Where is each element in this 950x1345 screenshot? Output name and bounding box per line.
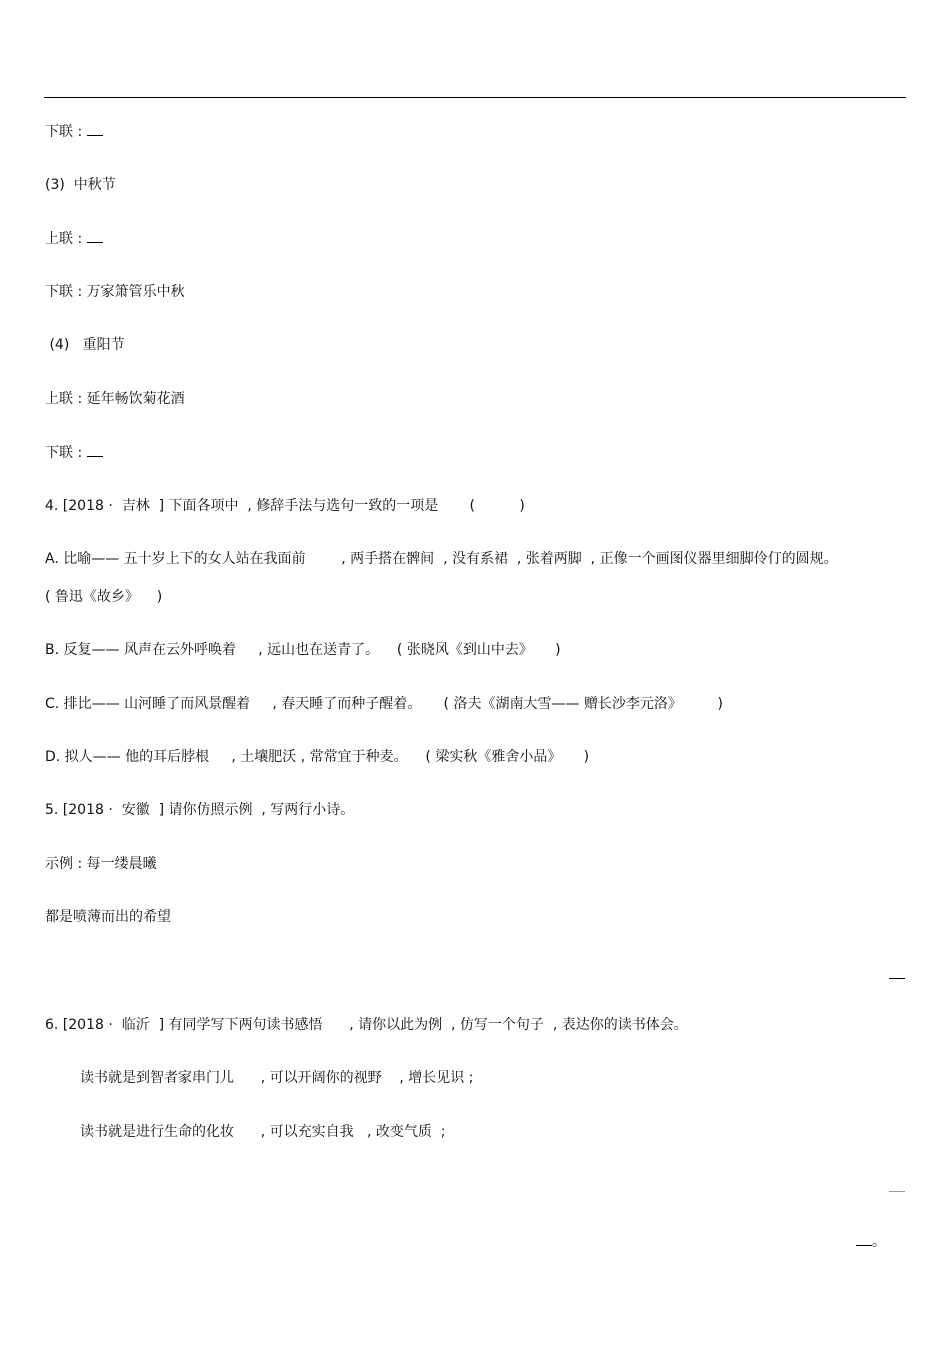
- q4-option-d: D. 拟人—— 他的耳后脖根 , 土壤肥沃 , 常常宜于种麦。 ( 梁实秋《雅舍小品》 ): [45, 749, 590, 765]
- q4-option-a: A. 比喻—— 五十岁上下的女人站在我面前 , 两手搭在髀间 , 没有系裙 , 张着两脚 , 正像一个画图仪器里细脚伶仃的圆规。: [45, 551, 838, 567]
- couplet-down-line: [45, 123, 103, 141]
- q4-stem: 4. [2018 · 吉林 ] 下面各项中 , 修辞手法与选句一致的一项是 ( ): [45, 498, 525, 514]
- couplet-label: 上联 :: [45, 231, 87, 247]
- q4-option-b: B. 反复—— 风声在云外呼唤着 , 远山也在送青了。 ( 张晓风《到山中去》 ): [45, 642, 561, 658]
- answer-blank[interactable]: [87, 123, 103, 136]
- q4-option-c: C. 排比—— 山河睡了而风景醒着 , 春天睡了而种子醒着。 ( 洛夫《湖南大雪—— 赠长沙李元洛》 ): [45, 696, 723, 712]
- q6-sample-1: 读书就是到智者家串门儿 , 可以开阔你的视野 , 增长见识 ;: [80, 1070, 474, 1086]
- couplet-label: 下联 :: [45, 445, 87, 461]
- q5-example-line2: 都是喷薄而出的希望: [45, 909, 171, 925]
- q4-couplet-up-line: 上联 : 延年畅饮菊花酒: [45, 391, 185, 407]
- q4-option-a-source: ( 鲁迅《故乡》 ): [45, 589, 163, 605]
- q6-stem: 6. [2018 · 临沂 ] 有同学写下两句读书感悟 , 请你以此为例 , 仿写一个句子 , 表达你的读书体会。: [45, 1017, 688, 1033]
- q5-answer-blank[interactable]: [889, 978, 905, 979]
- answer-blank[interactable]: [87, 230, 103, 243]
- answer-blank[interactable]: [87, 444, 103, 457]
- header-rule: [44, 97, 906, 98]
- answer-blank[interactable]: [856, 1233, 872, 1246]
- q5-example: 示例 : 每一缕晨曦: [45, 856, 157, 872]
- q4-couplet-down-line: [45, 444, 103, 462]
- q3-title: (3) 中秋节: [45, 177, 116, 193]
- q6-answer-blank-1[interactable]: [889, 1191, 905, 1192]
- q3-down-line: 下联 : 万家箫管乐中秋: [45, 284, 185, 300]
- end-mark: 。: [872, 1234, 886, 1250]
- q3-up-line: [45, 230, 103, 248]
- q4-couplet-title: (4) 重阳节: [45, 337, 125, 353]
- q5-stem: 5. [2018 · 安徽 ] 请你仿照示例 , 写两行小诗。: [45, 802, 355, 818]
- q6-sample-2: 读书就是进行生命的化妆 , 可以充实自我 , 改变气质 ;: [80, 1124, 446, 1140]
- couplet-label: 下联 :: [45, 124, 87, 140]
- q6-answer-end: [856, 1233, 886, 1251]
